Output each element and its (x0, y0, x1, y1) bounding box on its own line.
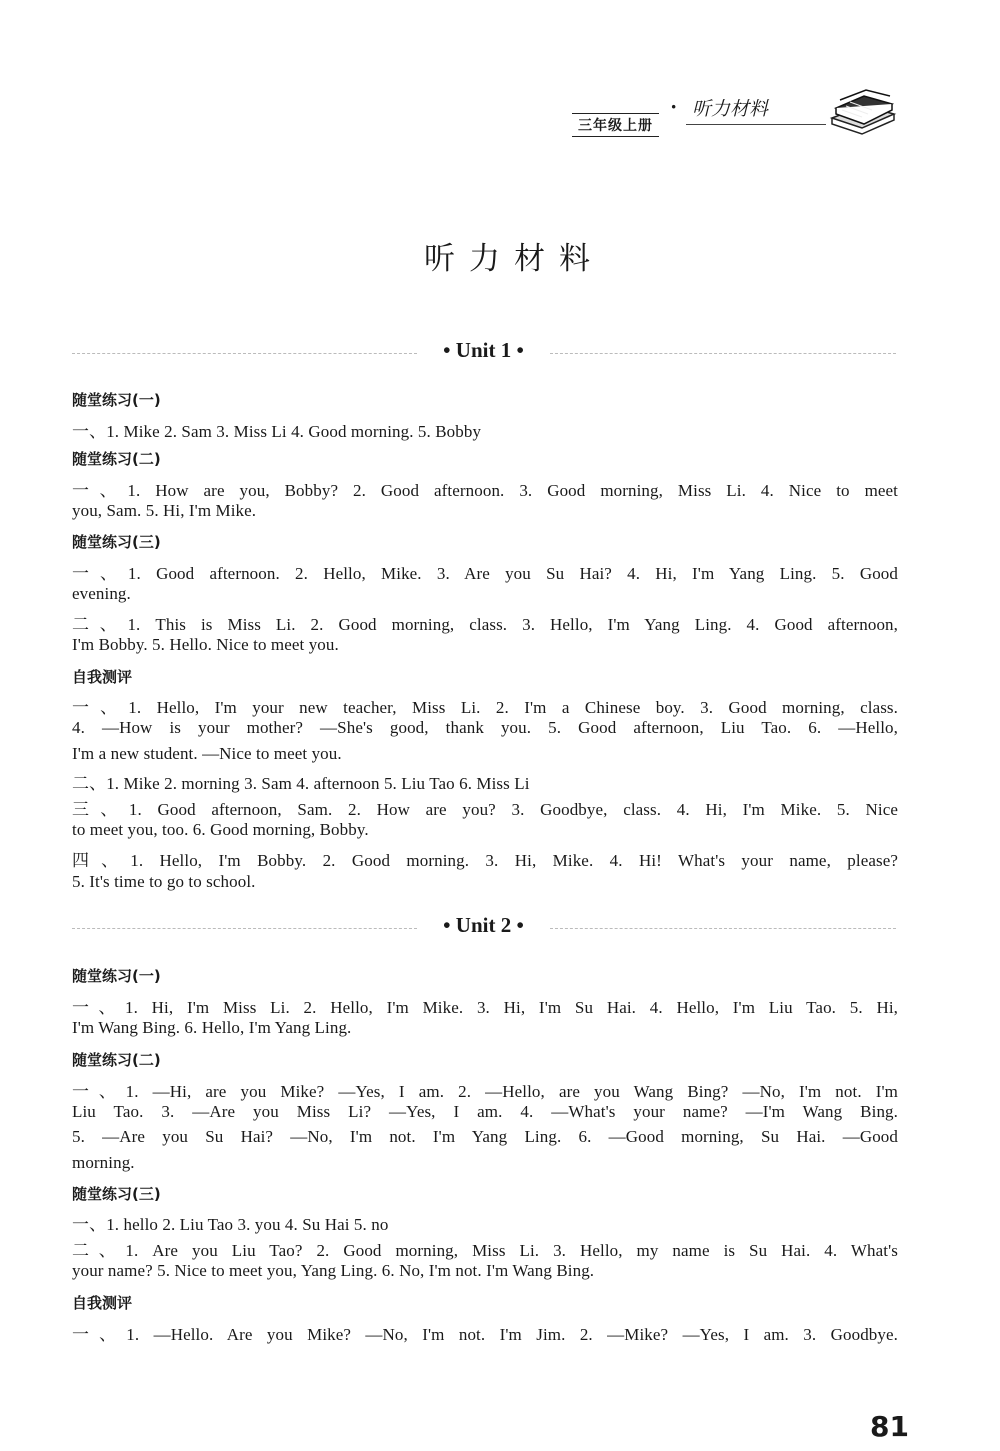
page-title: 听力材料 (424, 241, 604, 277)
text-line: 一、1. hello 2. Liu Tao 3. you 4. Su Hai 5. no (72, 1215, 389, 1234)
section-title: 随堂练习(三) (72, 533, 161, 551)
text-line: 一、1. Mike 2. Sam 3. Miss Li 4. Good morning. 5. Bobby (72, 422, 482, 441)
text-line: 一、1. How are you, Bobby? 2. Good afternoon. 3. Good morning, Miss Li. 4. Nice to meet (72, 481, 898, 500)
text-line: your name? 5. Nice to meet you, Yang Ling. 6. No, I'm not. I'm Wang Bing. (72, 1261, 595, 1280)
books-icon (828, 88, 898, 138)
header-title: 听力材料 (692, 98, 769, 120)
text-line: evening. (72, 584, 131, 603)
text-line: I'm Wang Bing. 6. Hello, I'm Yang Ling. (72, 1018, 352, 1037)
text-line: I'm a new student. —Nice to meet you. (72, 744, 342, 763)
text-line: 一、1. Hi, I'm Miss Li. 2. Hello, I'm Mike. 3. Hi, I'm Su Hai. 4. Hello, I'm Liu Tao. 5. Hi, (72, 998, 898, 1017)
divider (72, 928, 417, 929)
text-line: 5. —Are you Su Hai? —No, I'm not. I'm Yang Ling. 6. —Good morning, Su Hai. —Good (72, 1127, 898, 1146)
section-title: 自我测评 (72, 1294, 133, 1312)
text-line: 三、1. Good afternoon, Sam. 2. How are you? 3. Goodbye, class. 4. Hi, I'm Mike. 5. Nice (72, 800, 898, 819)
section-title: 随堂练习(二) (72, 1051, 161, 1069)
section-title: 自我测评 (72, 668, 133, 686)
text-line: 四、1. Hello, I'm Bobby. 2. Good morning. 3. Hi, Mike. 4. Hi! What's your name, please? (72, 851, 898, 870)
page-number: 81 (870, 1410, 909, 1443)
divider (550, 353, 896, 354)
header-dot: · (670, 94, 678, 119)
unit-2-heading (72, 913, 896, 943)
text-line: to meet you, too. 6. Good morning, Bobby. (72, 820, 369, 839)
text-line: 一、1. Hello, I'm your new teacher, Miss Li. 2. I'm a Chinese boy. 3. Good morning, class. (72, 698, 898, 717)
text-line: 一、1. —Hi, are you Mike? —Yes, I am. 2. —Hello, are you Wang Bing? —No, I'm not. I'm (72, 1082, 898, 1101)
text-line: morning. (72, 1153, 135, 1172)
running-header (566, 88, 900, 138)
divider (550, 928, 896, 929)
section-title: 随堂练习(一) (72, 391, 161, 409)
text-line: I'm Bobby. 5. Hello. Nice to meet you. (72, 635, 339, 654)
text-line: you, Sam. 5. Hi, I'm Mike. (72, 501, 257, 520)
section-title: 随堂练习(二) (72, 450, 161, 468)
unit-1-label: • Unit 1 • (443, 338, 524, 362)
section-title: 随堂练习(三) (72, 1185, 161, 1203)
header-underline (686, 124, 826, 125)
text-line: 二、1. Are you Liu Tao? 2. Good morning, Miss Li. 3. Hello, my name is Su Hai. 4. What's (72, 1241, 898, 1260)
text-line: 一、1. Good afternoon. 2. Hello, Mike. 3. Are you Su Hai? 4. Hi, I'm Yang Ling. 5. Good (72, 564, 898, 583)
text-line: 5. It's time to go to school. (72, 872, 256, 891)
divider (72, 353, 417, 354)
unit-1-heading (72, 338, 896, 368)
text-line: 4. —How is your mother? —She's good, thank you. 5. Good afternoon, Liu Tao. 6. —Hello, (72, 718, 898, 737)
unit-2-label: • Unit 2 • (443, 913, 524, 937)
header-grade: 三年级上册 (572, 113, 659, 137)
section-title: 随堂练习(一) (72, 967, 161, 985)
text-line: 二、1. This is Miss Li. 2. Good morning, class. 3. Hello, I'm Yang Ling. 4. Good afternoon, (72, 615, 898, 634)
text-line: 二、1. Mike 2. morning 3. Sam 4. afternoon 5. Liu Tao 6. Miss Li (72, 774, 530, 793)
text-line: 一、1. —Hello. Are you Mike? —No, I'm not. I'm Jim. 2. —Mike? —Yes, I am. 3. Goodbye. (72, 1325, 898, 1344)
text-line: Liu Tao. 3. —Are you Miss Li? —Yes, I am. 4. —What's your name? —I'm Wang Bing. (72, 1102, 898, 1121)
